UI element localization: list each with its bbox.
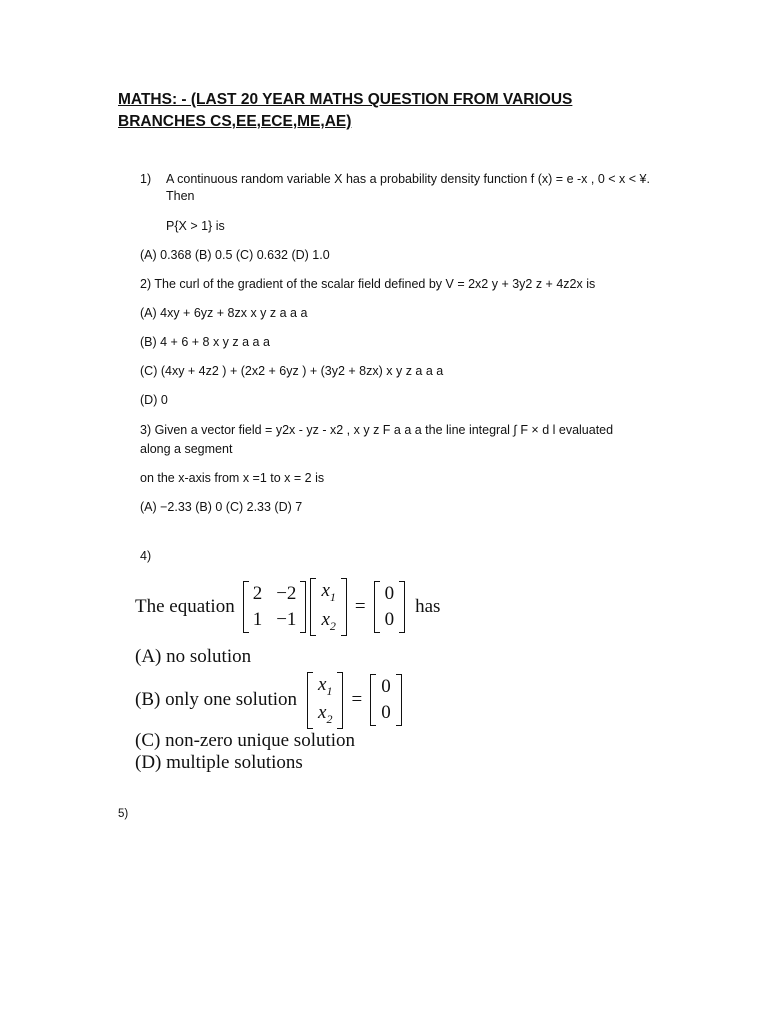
q3-text: 3) Given a vector field = y2x - yz - x2 , x y z F a a a the line integral ∫ F × d l evaluated along a segment xyxy=(140,423,614,456)
vector-entry: 0 xyxy=(381,702,391,724)
vector-entry: 0 xyxy=(384,582,395,604)
vector-entry: 0 xyxy=(384,608,395,630)
q4-option-b-label: (B) only one solution xyxy=(135,689,298,711)
matrix-cell: 1 xyxy=(252,608,263,630)
coefficient-matrix xyxy=(243,581,307,633)
q2-option-b: (B) 4 + 6 + 8 x y z a a a xyxy=(140,335,270,349)
q1-subtext: P{X > 1} is xyxy=(166,219,225,233)
q4-equation-image xyxy=(135,578,440,782)
matrix-cell: −1 xyxy=(276,608,297,630)
vector-entry-x2: $x_2$ xyxy=(321,608,336,633)
variable-vector xyxy=(310,578,346,636)
q2-option-a: (A) 4xy + 6yz + 8zx x y z a a a xyxy=(140,306,308,320)
zero-vector xyxy=(374,581,406,633)
q3-text-continued: on the x-axis from x =1 to x = 2 is xyxy=(140,471,325,485)
q4-option-d: (D) multiple solutions xyxy=(135,751,303,773)
equals-sign: = xyxy=(351,689,363,711)
q1-options: (A) 0.368 (B) 0.5 (C) 0.632 (D) 1.0 xyxy=(140,248,330,262)
zero-vector xyxy=(370,674,402,726)
q4-option-b xyxy=(135,672,406,730)
q4-option-c: (C) non-zero unique solution xyxy=(135,729,356,751)
q4-number: 4) xyxy=(140,549,152,563)
q1-text: A continuous random variable X has a probability density function f (x) = e -x , 0 < x < ¥. Then xyxy=(166,172,650,203)
matrix-cell: −2 xyxy=(276,582,297,604)
vector-entry-x1: $x_1$ xyxy=(318,673,333,698)
q4-equation-suffix: has xyxy=(415,595,441,617)
vector-entry-x1: $x_1$ xyxy=(321,580,336,604)
matrix-cell: 2 xyxy=(252,582,263,604)
q1-number: 1) xyxy=(140,172,152,186)
page-heading: MATHS: - (LAST 20 YEAR MATHS QUESTION FROM VARIOUS BRANCHES CS,EE,ECE,ME,AE) xyxy=(118,91,573,130)
q3-options: (A) −2.33 (B) 0 (C) 2.33 (D) 7 xyxy=(140,500,303,514)
equals-sign: = xyxy=(354,595,366,617)
variable-vector xyxy=(307,672,343,730)
q4-equation-prefix: The equation xyxy=(135,595,235,617)
q2-text: 2) The curl of the gradient of the scalar field defined by V = 2x2 y + 3y2 z + 4z2x is xyxy=(140,277,596,291)
vector-entry: 0 xyxy=(381,676,391,698)
q2-option-c: (C) (4xy + 4z2 ) + (2x2 + 6yz ) + (3y2 + 8zx) x y z a a a xyxy=(140,364,444,378)
q4-option-a: (A) no solution xyxy=(135,645,252,667)
q2-option-d: (D) 0 xyxy=(140,393,168,407)
q4-equation-row xyxy=(135,578,440,636)
q5-number: 5) xyxy=(118,808,129,820)
vector-entry-x2: $x_2$ xyxy=(318,702,333,727)
